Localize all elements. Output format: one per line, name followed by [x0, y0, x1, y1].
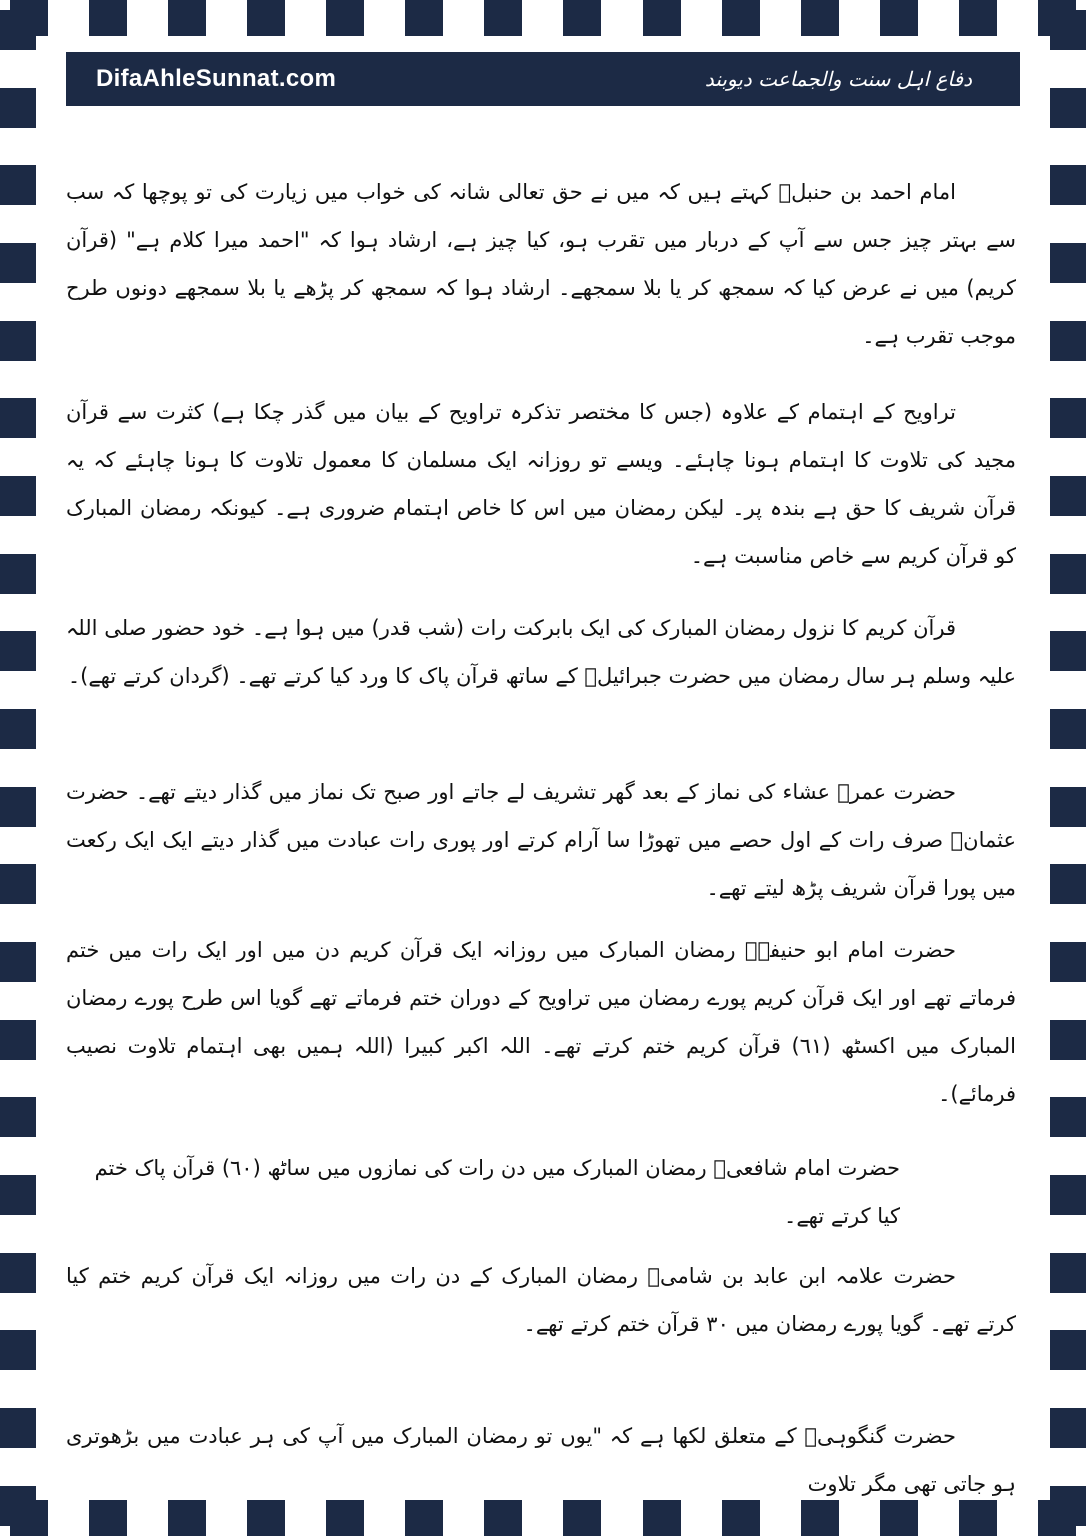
header-bar: [66, 52, 1020, 106]
paragraph-4: حضرت عمرؓ عشاء کی نماز کے بعد گھر تشریف لے جاتے اور صبح تک نماز میں گذار دیتے تھے۔ حضرت عثمانؓ صرف رات کے اول حصے میں تھوڑا سا آرام کرتے اور پوری رات عبادت میں گذار دیتے ایک ایک رکعت میں پورا قرآن شریف پڑھ لیتے تھے۔: [66, 780, 1016, 900]
paragraph-5: حضرت امام ابو حنیفہؒ رمضان المبارک میں روزانہ ایک قرآن کریم دن میں اور ایک رات میں ختم فرماتے تھے اور ایک قرآن کریم پورے رمضان میں تراویح کے دوران ختم فرماتے تھے گویا اس طرح پورے رمضان المبارک میں اکسٹھ (٦١) قرآن کریم ختم کرتے تھے۔ اللہ اکبر کبیرا (اللہ ہمیں بھی اہتمام تلاوت نصیب فرمائے)۔: [66, 938, 1016, 1106]
paragraph-8: حضرت گنگوہیؒ کے متعلق لکھا ہے کہ "یوں تو رمضان المبارک میں آپ کی ہر عبادت میں بڑھوتری ہو جاتی تھی مگر تلاوت: [66, 1424, 1016, 1496]
paragraph-2: تراویح کے اہتمام کے علاوہ (جس کا مختصر تذکرہ تراویح کے بیان میں گذر چکا ہے) کثرت سے قرآن مجید کی تلاوت کا اہتمام ہونا چاہئے۔ ویسے تو روزانہ ایک مسلمان کا معمول تلاوت کا ہونا چاہئے کہ یہ قرآن شریف کا حق ہے بندہ پر۔ لیکن رمضان میں اس کا خاص اہتمام ضروری ہے۔ کیونکہ رمضان المبارک کو قرآن کریم سے خاص مناسبت ہے۔: [66, 400, 1016, 568]
frame-top-border: [0, 0, 1086, 36]
site-url: DifaAhleSunnat.com: [96, 65, 337, 92]
frame-left-border: [0, 0, 36, 1536]
paragraph-1: امام احمد بن حنبلؒ کہتے ہیں کہ میں نے حق تعالی شانہ کی خواب میں زیارت کی تو پوچھا کہ سب سے بہتر چیز جس سے آپ کے دربار میں تقرب ہو، کیا چیز ہے، ارشاد ہوا کہ "احمد میرا کلام ہے" (قرآن کریم) میں نے عرض کیا کہ سمجھ کر یا بلا سمجھے۔ ارشاد ہوا کہ سمجھ کر پڑھے یا بلا سمجھے دونوں طرح موجب تقرب ہے۔: [66, 180, 1016, 348]
paragraph-6: حضرت امام شافعیؒ رمضان المبارک میں دن رات کی نمازوں میں ساٹھ (٦٠) قرآن پاک ختم کیا کرتے تھے۔: [94, 1156, 900, 1228]
frame-right-border: [1050, 0, 1086, 1536]
paragraph-3: قرآن کریم کا نزول رمضان المبارک کی ایک بابرکت رات (شب قدر) میں ہوا ہے۔ خود حضور صلی اللہ علیہ وسلم ہر سال رمضان میں حضرت جبرائیلؑ کے ساتھ قرآن پاک کا ورد کیا کرتے تھے۔ (گردان کرتے تھے)۔: [66, 616, 1016, 688]
paragraph-7: حضرت علامہ ابن عابد بن شامیؒ رمضان المبارک کے دن رات میں روزانہ ایک قرآن کریم ختم کیا کرتے تھے۔ گویا پورے رمضان میں ٣٠ قرآن ختم کرتے تھے۔: [66, 1264, 1016, 1336]
site-title: دفاع اہل سنت والجماعت دیوبند: [704, 67, 972, 91]
